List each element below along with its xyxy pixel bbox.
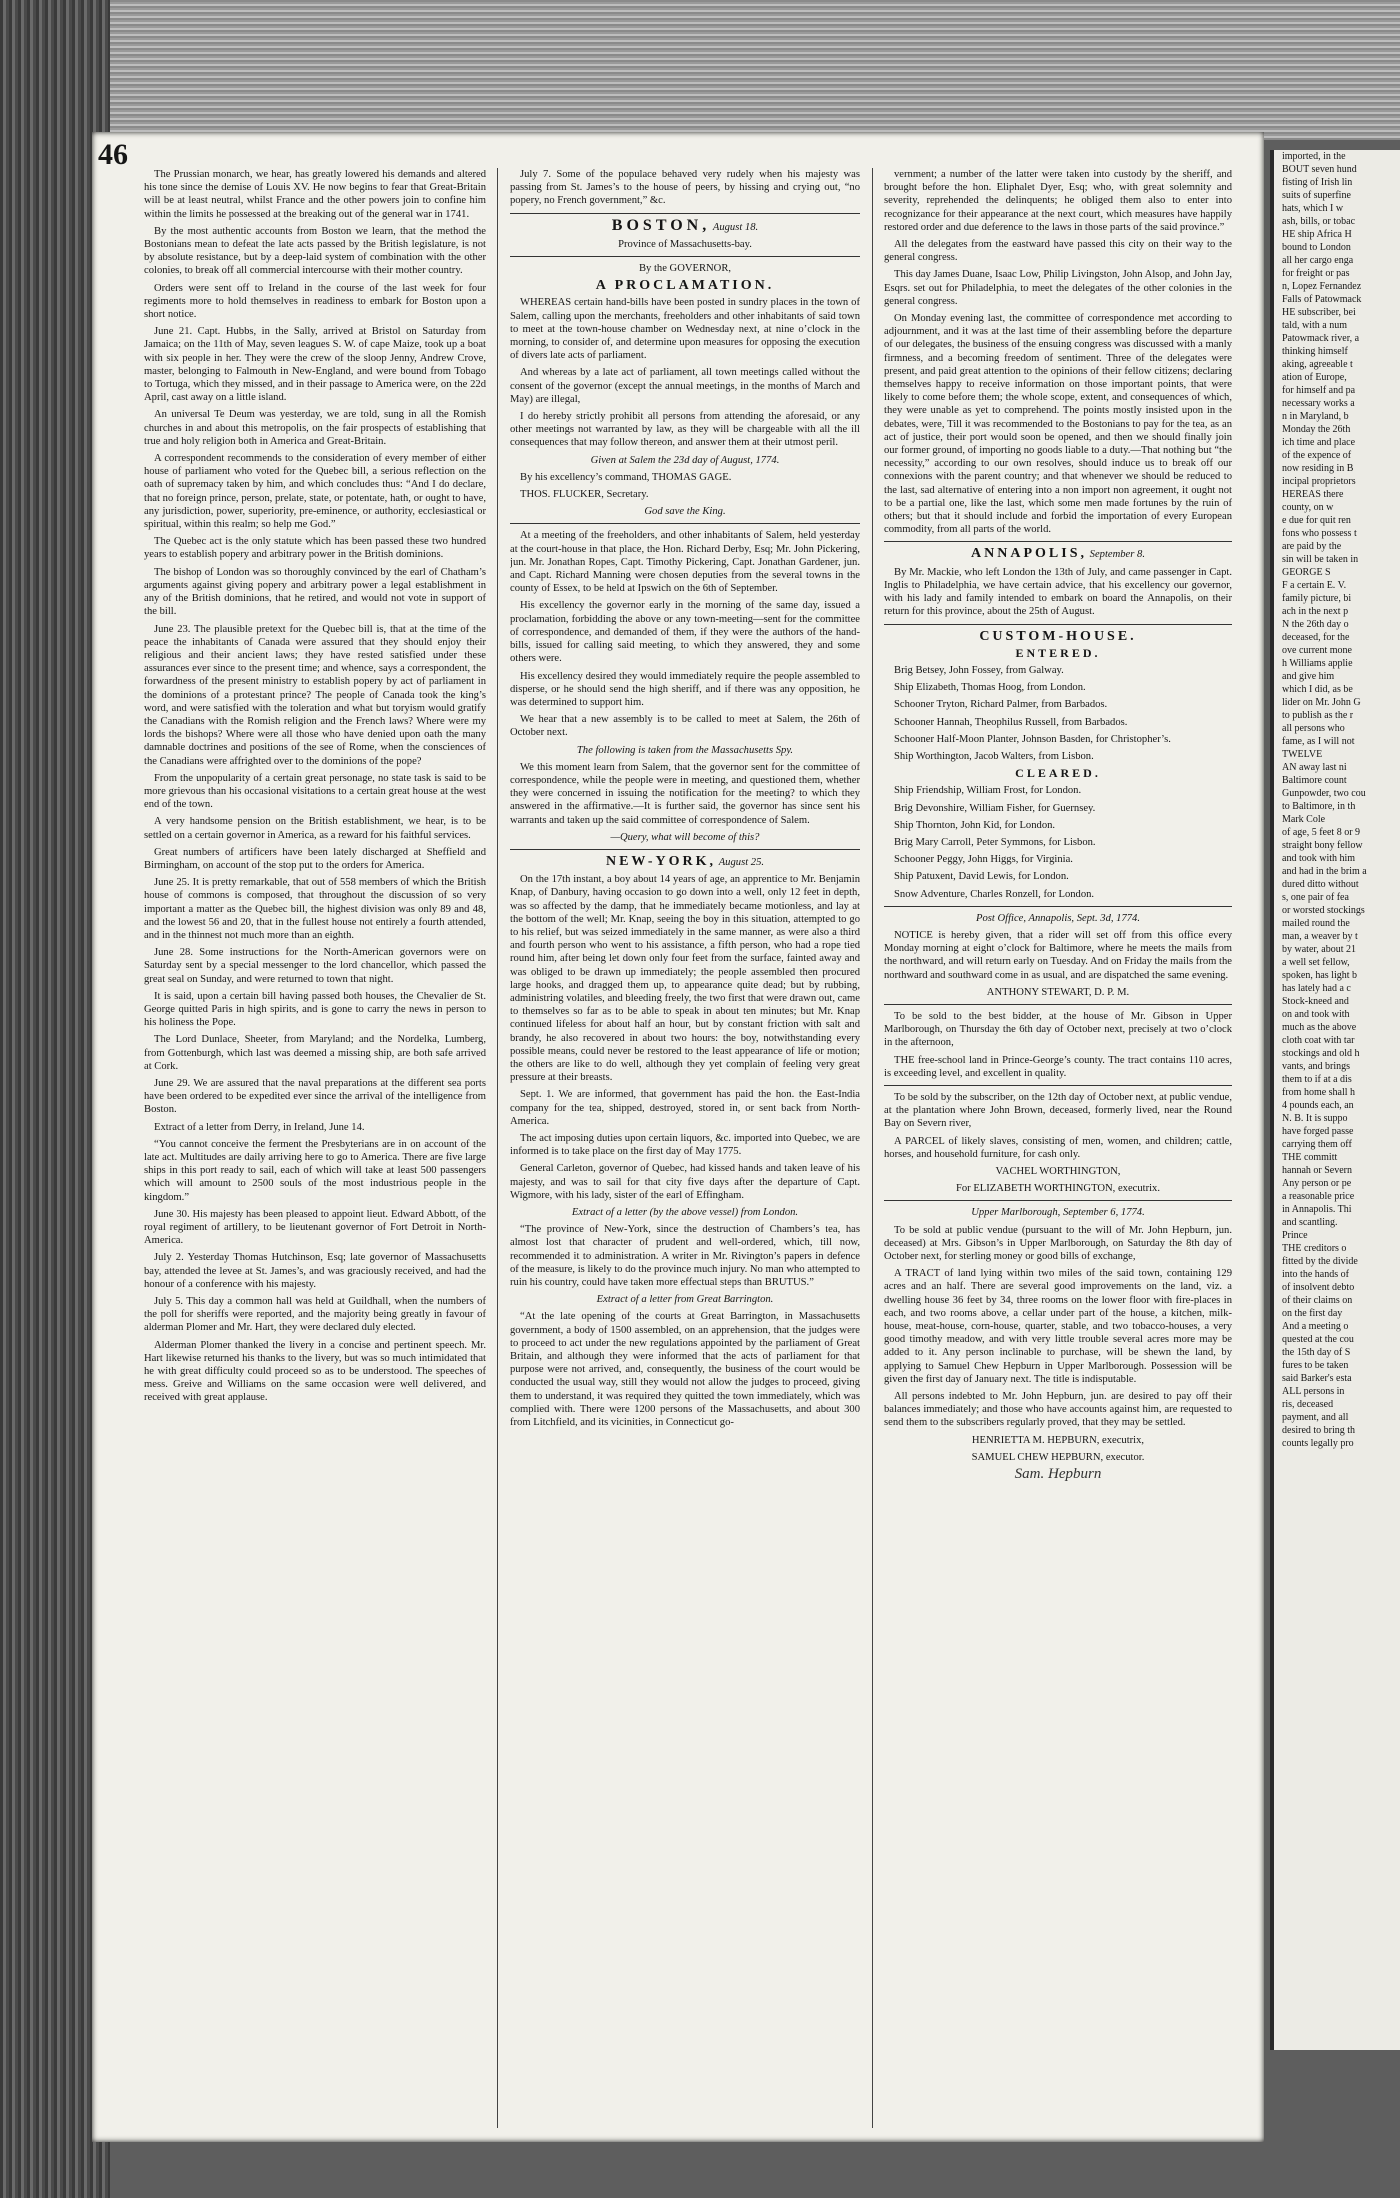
fragment-line: deceased, for the [1282, 632, 1350, 643]
london-letter-heading: Extract of a letter (by the above vessel) from London. [571, 1207, 799, 1219]
fragment-line: quested at the cou [1282, 1334, 1354, 1345]
fragment-line: dured ditto without [1282, 879, 1359, 890]
divider [884, 541, 1232, 542]
fragment-line: stockings and old h [1282, 1048, 1360, 1059]
paragraph: A very handsome pension on the British establishment, we hear, is to be settled on a certain governor in America, as a reward for his faithful services. [144, 816, 486, 841]
fragment-line: spoken, has light b [1282, 970, 1357, 981]
fragment-line: necessary works a [1282, 398, 1355, 409]
fragment-line: 4 pounds each, an [1282, 1100, 1354, 1111]
adjacent-page-fragment [1270, 150, 1400, 2050]
paragraph: The Quebec act is the only statute which has been passed these two hundred years to establish popery and arbitrary power in the British dominions. [144, 536, 486, 561]
fragment-line: cloth coat with tar [1282, 1035, 1355, 1046]
paragraph: At a meeting of the freeholders, and other inhabitants of Salem, held yesterday at the court-house in that place, the Hon. Richard Derby, Esq; Mr. John Pickering, jun. Mr. Jonathan Ropes, Capt. Timothy Pickering, Capt. Jonathan Gardener, jun. and Capt. Richard Manning were chosen deputies from the several towns in the county of Essex, to be held at Ipswich on the 6th of September. [510, 530, 860, 595]
fragment-line: Gunpowder, two cou [1282, 788, 1366, 799]
fragment-line: Prince [1282, 1230, 1308, 1241]
fragment-line: of their claims on [1282, 1295, 1353, 1306]
proclamation-paragraph: WHEREAS certain hand-bills have been posted in sundry places in the town of Salem, calling upon the merchants, freeholders and other inhabitants of said town to meet at the town-house chamber on Wednesday next, at nine o’clock in the morning, to consider of, and determine upon measures for opposing the execution of divers late acts of parliament. [510, 297, 860, 362]
fragment-line: fitted by the divide [1282, 1256, 1358, 1267]
fragment-line: on and took with [1282, 1009, 1350, 1020]
fragment-line: them to if at a dis [1282, 1074, 1352, 1085]
upper-marlborough-heading: Upper Marlborough, September 6, 1774. [971, 1207, 1145, 1219]
fragment-line: carrying them off [1282, 1139, 1352, 1150]
fragment-line: Falls of Patowmack [1282, 294, 1362, 305]
paragraph: All the delegates from the eastward have passed this city on their way to the general congress. [884, 239, 1232, 264]
paragraph: By the most authentic accounts from Boston we learn, that the method the Bostonians mean to defeat the late acts passed by the British legislature, is not by absolute resistance, but by a deep-laid system of combination with the other colonies, to break off all commercial intercourse with their mother country. [144, 225, 486, 277]
new-york-news [510, 873, 860, 1202]
fragment-line: HE ship Africa H [1282, 229, 1352, 240]
paragraph: This day James Duane, Isaac Low, Philip Livingston, John Alsop, and John Jay, Esqrs. set out for Philadelphia, to meet the delegates of the other colonies in the general congress. [884, 269, 1232, 307]
hepburn-executrix: HENRIETTA M. HEPBURN, executrix, [971, 1434, 1145, 1446]
fragment-line: of age, 5 feet 8 or 9 [1282, 827, 1361, 838]
dateline-boston: BOSTON, August 18. [611, 216, 759, 234]
column-rule [497, 168, 498, 2128]
fragment-line: ach in the next p [1282, 606, 1349, 617]
fragment-line: HE subscriber, bei [1282, 307, 1356, 318]
column-3 [884, 168, 1232, 2128]
fragment-line: to publish as the r [1282, 710, 1354, 721]
paragraph: vernment; a number of the latter were taken into custody by the sheriff, and brought before the hon. Eliphalet Dyer, Esq; who, with great solemnity and severity, reprehended the delinquents; he obliged them also to enter into recognizance for their appearance at the next court, which measures have happily restored order and due deference to the laws in those parts of the said province.” [884, 169, 1232, 233]
paragraph: June 29. We are assured that the naval preparations at the different sea ports have been ordered to be expedited ever since the arrival of the intelligence from Boston. [144, 1078, 486, 1116]
proclamation-paragraph: And whereas by a late act of parliament, all town meetings called without the consent of the governor (except the annual meetings, in the months of March and May) are illegal, [510, 367, 860, 405]
sale-notice: To be sold by the subscriber, on the 12th day of October next, at public vendue, at the plantation where John Brown, deceased, formerly lived, near the Round Bay on Severn river, [884, 1091, 1232, 1130]
fragment-line: vants, and brings [1282, 1061, 1351, 1072]
fragment-line: for himself and pa [1282, 385, 1356, 396]
paragraph: From the unpopularity of a certain great personage, no state task is said to be more grievous than his occasional visitations to a certain great house at the west end of the town. [144, 772, 486, 811]
column-1 [144, 168, 486, 2128]
divider [884, 1004, 1232, 1005]
ship-entry: Schooner Tryton, Richard Palmer, from Barbados. [894, 699, 1108, 711]
paragraph: July 5. This day a common hall was held at Guildhall, when the numbers of the poll for sheriffs were reported, and the majority being greatly in favour of alderman Plomer and Mr. Hart, they were declared duly elected. [144, 1296, 486, 1334]
paragraph: “The province of New-York, since the destruction of Chambers’s tea, has almost lost that character of prudent and well-ordered, which, till now, recommended it to administration. A writer in Mr. Rivington’s papers in defence of the measure, is likely to do the province much injury. No man who attempted to ruin his country, could have taken more effectual steps than BRUTUS.” [510, 1224, 860, 1289]
barrington-letter-heading: Extract of a letter from Great Barrington. [596, 1294, 774, 1306]
post-office-notice: NOTICE is hereby given, that a rider will set off from this office every Monday morning at eight o’clock for Baltimore, where he meets the mails from the northward, and will return early on Tuesday. And on Friday the mails from the northward and southward come in as usual, and are dispatched the same evening. [884, 929, 1232, 981]
paragraph: “You cannot conceive the ferment the Presbyterians are in on account of the late act. Multitudes are daily arriving here to go to America. There are five large ships in this port ready to sail, each of which will take at least 500 passengers which will amount to 2500 souls of the most industrious people in the kingdom.” [144, 1138, 486, 1203]
fragment-line: much as the above [1282, 1022, 1357, 1033]
fragment-line: a well set fellow, [1282, 957, 1350, 968]
fragment-line: N. B. It is suppo [1282, 1113, 1348, 1124]
fragment-line: h Williams applie [1282, 658, 1353, 669]
fragment-line: and scantling. [1282, 1217, 1338, 1228]
ship-entry: Snow Adventure, Charles Ronzell, for London. [894, 888, 1095, 900]
fragment-line: to Baltimore, in th [1282, 801, 1356, 812]
post-office-heading: Post Office, Annapolis, Sept. 3d, 1774. [976, 912, 1140, 924]
proclamation-paragraph: I do hereby strictly prohibit all persons from attending the aforesaid, or any other meetings not warranted by law, as they will be chargeable with all the ill consequences that may follow thereon, and answer them at their utmost peril. [510, 411, 860, 449]
fragment-line: hannah or Severn [1282, 1165, 1352, 1176]
divider [884, 1200, 1232, 1201]
fragment-line: family picture, bi [1282, 593, 1352, 604]
paragraph: June 21. Capt. Hubbs, in the Sally, arrived at Bristol on Saturday from Jamaica; on the 11th of May, seven leagues S. W. of cape Maize, took up a boat with six people in her. They were the crew of the sloop Jenny, Andrew Crove, master, belonging to Falmouth in New-England, and were bound from Tobago to Tortuga, which they missed, and in their passage to America were, on the 22d April, cast away on a little island. [144, 326, 486, 404]
fragment-line: And a meeting o [1282, 1321, 1349, 1332]
ship-entry: Ship Worthington, Jacob Walters, from Lisbon. [894, 750, 1094, 762]
ship-entry: Brig Devonshire, William Fisher, for Guernsey. [894, 802, 1096, 814]
fragment-line: have forged passe [1282, 1126, 1354, 1137]
handwritten-signature: Sam. Hepburn [1014, 1466, 1102, 1483]
new-york-continued [884, 168, 1232, 536]
fragment-line: Stock-kneed and [1282, 996, 1349, 1007]
fragment-line: fisting of Irish lin [1282, 177, 1353, 188]
divider [510, 849, 860, 850]
fragment-line: ove current mone [1282, 645, 1352, 656]
scan-border-top [0, 0, 1400, 140]
paragraph: July 2. Yesterday Thomas Hutchinson, Esq; late governor of Massachusetts bay, attended the levee at St. James’s, and was graciously received, and had the honour of a conference with his majesty. [144, 1252, 486, 1290]
fragment-line: F a certain E. V. [1282, 580, 1347, 591]
fragment-line: BOUT seven hund [1282, 164, 1357, 175]
fragment-line: are paid by the [1282, 541, 1342, 552]
post-office-signature: ANTHONY STEWART, D. P. M. [986, 986, 1130, 998]
fragment-line: THE creditors o [1282, 1243, 1347, 1254]
paragraph: His excellency the governor early in the morning of the same day, issued a proclamation, forbidding the above or any town-meeting—sent for the committee of correspondence, and demanded of them, if they were the authors of the hand-bills, issued for calling said meeting, to which they answered, they and some others were. [510, 600, 860, 665]
fragment-line: fons who possess t [1282, 528, 1357, 539]
fragment-line: said Barker's esta [1282, 1373, 1352, 1384]
fragment-line: thinking himself [1282, 346, 1348, 357]
fragment-line: ris, deceased [1282, 1399, 1334, 1410]
fragment-line: AN away last ni [1282, 762, 1347, 773]
fragment-line: from home shall h [1282, 1087, 1356, 1098]
fragment-line: has lately had a c [1282, 983, 1351, 994]
proclamation-command: By his excellency’s command, THOMAS GAGE. [520, 471, 732, 483]
ship-entry: Schooner Hannah, Theophilus Russell, from Barbados. [894, 716, 1128, 728]
ship-entry: Ship Friendship, William Frost, for London. [894, 785, 1082, 797]
divider [510, 213, 860, 214]
paragraph: On Monday evening last, the committee of correspondence met according to adjournment, and it was at the last time of their assembling before the departure of our delegates, the business of the ensuing congress was discussed with a manly firmness, and a becoming freedom of sentiment. Three of the delegates were present, and paid great attention to the opinions of their fellow citizens; declaring themselves happy to receive information on those important points, that were likely to come before them; the whole scope, extent, and consequences of which, they were unable as yet to comprehend. The points mostly insisted upon in the debates, were, Till it was recommended to the Bostonians to pay for the tea, as an act of justice, their port would soon be opened, and then we should finally join our former ground, of importing no goods liable to a duty.—That nothing but “the necessity,” according to our own resolves, should induce us to break off our connexions with the parent country; and that whenever we should be reduced to the last, sad alternative of entering into a non import non agreement, it ought not to be a partial one, like the last, which some men made fortunes by the ruin of others; but that it should include and forbid the importation of every European commodity, from all parts of the world. [884, 313, 1232, 536]
fragment-line: Baltimore count [1282, 775, 1347, 786]
fragment-line: of the expence of [1282, 450, 1352, 461]
fragment-line: county, on w [1282, 502, 1334, 513]
fragment-line: straight bony fellow [1282, 840, 1363, 851]
fragment-line: desired to bring th [1282, 1425, 1356, 1436]
ship-entry: Brig Mary Carroll, Peter Symmons, for Lisbon. [894, 836, 1096, 848]
entered-heading: ENTERED. [1015, 645, 1101, 660]
paragraph: We hear that a new assembly is to be called to meet at Salem, the 26th of October next. [510, 714, 860, 739]
fragment-line: and had in the brim a [1282, 866, 1367, 877]
paragraph: A correspondent recommends to the consideration of every member of either house of parliament who voted for the Quebec bill, a serious reflection on the oath of supremacy taken by him, and which concludes thus: “And I do declare, that no foreign prince, person, prelate, state, or potentate, hath, or ought to have, any jurisdiction, power, superiority, pre-eminence, or authority, ecclesiastical or spiritual, within this realm; so help me God.” [144, 453, 486, 531]
fragment-line: fame, as I will not [1282, 736, 1355, 747]
ship-entry: Schooner Peggy, John Higgs, for Virginia. [894, 854, 1073, 866]
column-rule [872, 168, 873, 2128]
fragment-line: n in Maryland, b [1282, 411, 1349, 422]
divider [884, 906, 1232, 907]
divider [884, 1085, 1232, 1086]
fragment-line: on the first day [1282, 1308, 1343, 1319]
fragment-line: sin will be taken in [1282, 554, 1359, 565]
fragment-line: into the hands of [1282, 1269, 1349, 1280]
fragment-line: of insolvent debto [1282, 1282, 1355, 1293]
paragraph: General Carleton, governor of Quebec, had kissed hands and taken leave of his majesty, and was to sail for that city five days after the departure of Capt. Wigmore, with his lady, sister of the earl of Effingham. [510, 1163, 860, 1201]
proclamation-given: Given at Salem the 23d day of August, 1774. [590, 454, 780, 466]
spy-heading: The following is taken from the Massachusetts Spy. [576, 744, 794, 756]
ship-entry: Brig Betsey, John Fossey, from Galway. [894, 664, 1064, 676]
paragraph: Orders were sent off to Ireland in the course of the last week for four regiments more to hold themselves in readiness to embark for Boston upon a short notice. [144, 282, 486, 321]
paragraph: Sept. 1. We are informed, that government has paid the hon. the East-India company for the tea, shipped, destroyed, stored in, or sent back from North-America. [510, 1089, 860, 1127]
paragraph: An universal Te Deum was yesterday, we are told, sung in all the Romish churches in and about this metropolis, on the fair prospects of establishing that true and holy religion both in America and Great-Britain. [144, 409, 486, 447]
fragment-line: THE committ [1282, 1152, 1338, 1163]
worthington-signature: VACHEL WORTHINGTON, [995, 1166, 1121, 1177]
paragraph: June 30. His majesty has been pleased to appoint lieut. Edward Abbott, of the royal regiment of artillery, to be lieutenant governor of Fort Detroit in North-America. [144, 1208, 486, 1247]
column-2 [510, 168, 860, 2128]
hepburn-executor: SAMUEL CHEW HEPBURN, executor. [971, 1451, 1145, 1463]
fragment-line: hats, which I w [1282, 203, 1344, 214]
proclamation-secretary: THOS. FLUCKER, Secretary. [520, 489, 649, 501]
fragment-line: Any person or pe [1282, 1178, 1352, 1189]
fragment-line: the 15th day of S [1282, 1347, 1351, 1358]
fragment-line: Mark Cole [1282, 814, 1326, 825]
salem-news [510, 529, 860, 739]
paragraph: July 7. Some of the populace behaved very rudely when his majesty was passing from St. James’s to the house of peers, by hissing and crying out, “no popery, no French government,” &c. [510, 169, 860, 207]
fragment-line: s, one pair of fea [1282, 892, 1349, 903]
fragment-line: e due for quit ren [1282, 515, 1351, 526]
worthington-executrix: For ELIZABETH WORTHINGTON, executrix. [955, 1183, 1161, 1195]
fragment-line: ation of Europe, [1282, 372, 1347, 383]
fragment-line: now residing in B [1282, 463, 1354, 474]
fragment-line: and give him [1282, 671, 1335, 682]
ship-entry: Schooner Half-Moon Planter, Johnson Basden, for Christopher’s. [894, 733, 1171, 745]
ship-entry: Ship Elizabeth, Thomas Hoog, from London. [894, 682, 1086, 694]
divider [510, 523, 860, 524]
paragraph: By Mr. Mackie, who left London the 13th of July, and came passenger in Capt. Inglis to Philadelphia, we have certain advice, that his excellency our governor, with his lady and family intended to embark on board the Annapolis, on their return for this province, about the 25th of August. [884, 566, 1232, 618]
vendue-notice: To be sold at public vendue (pursuant to the will of Mr. John Hepburn, jun. deceased) at Mrs. Gibson’s in Upper Marlborough, on Saturday the 8th day of October next, for sterling money or good bills of exchange, [884, 1224, 1232, 1263]
fragment-line: counts legally pro [1282, 1438, 1354, 1449]
fragment-line: which I did, as be [1282, 684, 1353, 695]
fragment-line: man, a weaver by t [1282, 931, 1358, 942]
fragment-line: and took with him [1282, 853, 1356, 864]
slaves-parcel-ad: A PARCEL of likely slaves, consisting of men, women, and children; cattle, horses, and household furniture, for cash only. [884, 1135, 1232, 1160]
fragment-line: lider on Mr. John G [1282, 697, 1361, 708]
paragraph: The Prussian monarch, we hear, has greatly lowered his demands and altered his tone since the demise of Louis XV. He now begins to fear that Great-Britain will be at least neutral, whilst France and the other powers join to confine him within the limits he possessed at the breaking out of the general war in 1741. [144, 169, 486, 220]
cleared-list [884, 784, 1232, 900]
fragment-line: for freight or pas [1282, 268, 1350, 279]
fragment-line: all persons who [1282, 723, 1345, 734]
paragraph: His excellency desired they would immediately require the people assembled to disperse, or he should send the high sheriff, and if there was any opposition, he was determined to support him. [510, 670, 860, 708]
fragment-line: all her cargo enga [1282, 255, 1354, 266]
fragment-line: fures to be taken [1282, 1360, 1349, 1371]
by-governor: By the GOVERNOR, [638, 263, 732, 275]
paragraph: June 23. The plausible pretext for the Quebec bill is, that at the time of the peace the inhabitants of Canada were assured that they should enjoy their religious and their ancient laws; they have rested satisfied under these assurances ever since to the present time; and whence, says a correspondent, the forwardness of the present ministry to establish popery by act of parliament in the dominions of a protestant prince? The people of Canada took the king’s word, and were satisfied with the toleration and what but toryism would gratify the Canadians with the Romish religion and the French laws? Where were my lords the bishops? Where were all those who have denied upon oath the many damnable doctrines and positions of the see of Rome, when the consciences of the Canadians were affrighted over to the dominions of the pope? [144, 623, 486, 767]
tract-ad: A TRACT of land lying within two miles of the said town, containing 129 acres and an half. There are several good improvements on the land, viz. a dwelling house 36 feet by 34, three rooms on the lower floor with fire-places in each, and two rooms above, a cellar under part of the house, a kitchen, milk-house, meat-house, corn-house, quarter, stable, and two tobacco-houses, a very good timothy meadow, and with very little trouble several acres more may be added to it. Any person inclinable to purchase, will be shewn the land, by applying to Samuel Chew Hepburn in Upper Marlborough. Possession will be given the first day of January next. The title is indisputable. [884, 1268, 1232, 1385]
fragment-line: N the 26th day o [1282, 619, 1349, 630]
fragment-line: payment, and all [1282, 1412, 1349, 1423]
paragraph: The Lord Dunlace, Sheeter, from Maryland; and the Nordelka, Lumberg, from Gottenburgh, which last was deemed a missing ship, are both safe arrived at Cork. [144, 1034, 486, 1072]
paragraph: On the 17th instant, a boy about 14 years of age, an apprentice to Mr. Benjamin Knap, of Danbury, having occasion to go down into a well, only 12 feet in depth, was so affected by the damp, that he immediately became motionless, and lay at the bottom of the well; Mr. Knap, seeing the boy in this situation, attempted to go to his relief, but was seized immediately in the same manner, as were also a third and fourth person who went to his assistance, a fifth person, who had a rope tied round him, after being let down only four feet from the surface, fainted away and was obliged to be drawn up immediately; the people assembled then procured large hooks, and dragged them up, to appearance quite dead; but by rubbing, administring volatiles, and bleeding freely, the two first that were drawn out, came to themselves so far as to be able to speak in about ten minutes; but Mr. Knap continued lifeless for about half an hour, but by constant friction with salt and brandy, he also recovered in about two hours: the boy, notwithstanding every possible means, could never be restored to the least appearance of life or motion; the others are like to do well, although they yet complain of feeling very great pressure at their breasts. [510, 874, 860, 1084]
fragment-line: or worsted stockings [1282, 905, 1365, 916]
fragment-line: ich time and place [1282, 437, 1356, 448]
fragment-line: ALL persons in [1282, 1386, 1345, 1397]
fragment-line: GEORGE S [1282, 567, 1331, 578]
paragraph: June 28. Some instructions for the North-American governors were on Saturday sent by a special messenger to the lord chancellor, which passed the great seal on Sunday, and were returned to town that night. [144, 947, 486, 985]
custom-house-title: CUSTOM-HOUSE. [979, 628, 1137, 644]
cleared-heading: CLEARED. [1015, 766, 1101, 781]
paragraph: The act imposing duties upon certain liquors, &c. imported into Quebec, we are informed is to take place on the first day of May 1775. [510, 1133, 860, 1158]
fragment-line: in Annapolis. Thi [1282, 1204, 1352, 1215]
newspaper-page [92, 132, 1264, 2142]
paragraph: June 25. It is pretty remarkable, that out of 558 members of which the British house of commons is composed, that throughout the discussion of so very important a matter as the Quebec bill, the highest division was only 89 and 48, and the lowest 56 and 20, that in the fullest house not entirely a fourth attended, and in the thinnest not much more than an eighth. [144, 877, 486, 941]
fragment-line: aking, agreeable t [1282, 359, 1353, 370]
fragment-line: incipal proprietors [1282, 476, 1356, 487]
dateline-new-york: NEW-YORK, August 25. [605, 853, 765, 869]
query-line: —Query, what will become of this? [610, 831, 760, 843]
divider [884, 624, 1232, 625]
fragment-line: suits of superfine [1282, 190, 1351, 201]
fragment-line: tald, with a num [1282, 320, 1347, 331]
paragraph: Great numbers of artificers have been lately discharged at Sheffield and Birmingham, on account of the stop put to the orders for America. [144, 846, 486, 871]
fragment-line: imported, in the [1282, 151, 1346, 162]
fragment-line: bound to London [1282, 242, 1351, 253]
ship-entry: Ship Patuxent, David Lewis, for London. [894, 871, 1069, 883]
god-save-king: God save the King. [644, 506, 726, 518]
proclamation-title: A PROCLAMATION. [595, 278, 775, 294]
fragment-line: HEREAS there [1282, 489, 1344, 500]
fragment-line: TWELVE [1282, 749, 1323, 760]
paragraph: Extract of a letter from Derry, in Ireland, June 14. [154, 1121, 365, 1133]
paragraph: Alderman Plomer thanked the livery in a concise and pertinent speech. Mr. Hart likewise returned his thanks to the livery, but was so much intimidated that he with great difficulty could proceed so as to be understood. The speeches of mess. Greive and Williams on the same occasion were well delivered, and received with great applause. [144, 1339, 486, 1404]
fragment-line: Patowmack river, a [1282, 333, 1360, 344]
sale-notice: To be sold to the best bidder, at the house of Mr. Gibson in Upper Marlborough, on Thursday the 6th day of October next, precisely at two o’clock in the afternoon, [884, 1010, 1232, 1049]
fragment-line: Monday the 26th [1282, 424, 1351, 435]
paragraph: We this moment learn from Salem, that the governor sent for the committee of correspondence, while the people were in meeting, and questioned them, whether they were concerned in issuing the notification for the meeting? to which they answered in the affirmative.—It is further said, the governor has since sent his warrants and taken up the said committee of correspondence of Salem. [510, 761, 860, 826]
indebted-notice: All persons indebted to Mr. John Hepburn, jun. are desired to pay off their balances immediately; and those who have accounts against him, are requested to send them to the subscribers regularly proved, that they may be settled. [884, 1391, 1232, 1429]
paragraph: “At the late opening of the courts at Great Barrington, in Massachusetts government, a body of 1500 assembled, on an apprehension, that the judges were to proceed to act under the new regulations appointed by the parliament of Great Britain, and although they were informed that the acts of parliament for that purpose were not arrived, and, consequently, the business of the court would be conducted the usual way, still they would not allow the judges to proceed, giving them to understand, it was required they quitted the town immediately, which was complied with. There were 1200 persons of the Massachusetts, and about 300 from Litchfield, and its vicinities, in Connecticut go- [510, 1311, 860, 1429]
proclamation-body [510, 296, 860, 449]
paragraph: The bishop of London was so thoroughly convinced by the earl of Chatham’s arguments against giving popery and arbitrary power a legal establishment in any of the British dominions, that he retired, and would not vote in support of the bill. [144, 566, 486, 618]
fragment-line: a reasonable price [1282, 1191, 1355, 1202]
page-number: 46 [98, 138, 128, 171]
dateline-annapolis: ANNAPOLIS, September 8. [971, 546, 1145, 562]
school-land-ad: THE free-school land in Prince-George’s county. The tract contains 110 acres, is exceeding level, and excellent in quality. [884, 1054, 1232, 1079]
fragment-line: by water, about 21 [1282, 944, 1357, 955]
fragment-line: n, Lopez Fernandez [1282, 281, 1362, 292]
entered-list [884, 664, 1232, 763]
fragment-line: mailed round the [1282, 918, 1350, 929]
paragraph: It is said, upon a certain bill having passed both houses, the Chevalier de St. George quitted Paris in high spirits, and is gone to carry the news in person to his holiness the Pope. [144, 990, 486, 1029]
ship-entry: Ship Thornton, John Kid, for London. [894, 819, 1056, 831]
fragment-line: ash, bills, or tobac [1282, 216, 1356, 227]
divider [510, 256, 860, 257]
province-line: Province of Massachusetts-bay. [618, 238, 752, 250]
